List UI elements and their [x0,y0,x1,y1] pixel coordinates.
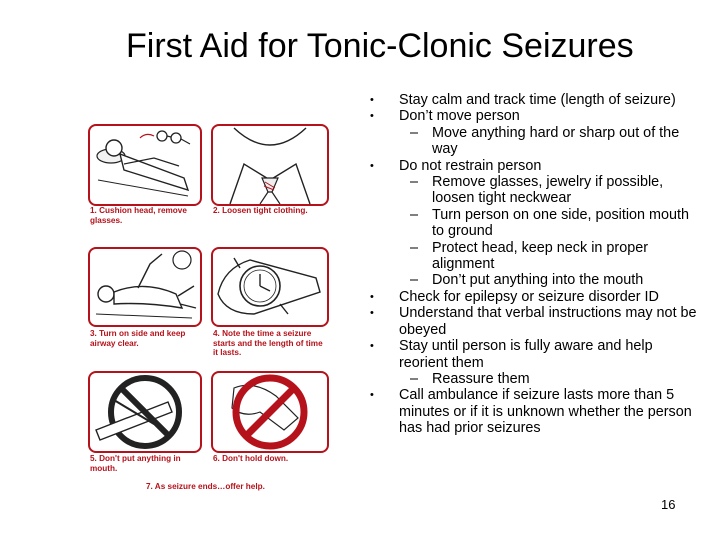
first-aid-illustration [84,118,334,498]
sub-bullet-item [370,272,700,288]
sub-bullet-item [370,174,700,207]
bullet-text: Call ambulance if seizure lasts more than 5 minutes or if it is unknown whether the person has had prior seizures [399,387,692,437]
dash-marker: – [410,206,419,223]
dash-marker: – [410,370,419,387]
bullet-item [370,338,700,371]
bullet-marker: • [370,110,374,123]
panel-caption-3: 3. Turn on side and keep airway clear. [90,329,186,348]
bullet-marker: • [370,94,374,106]
bullet-item [370,92,700,108]
sub-bullet-item [370,371,700,387]
bullet-marker: • [370,290,374,303]
first-aid-illustration-art [84,118,334,498]
bullet-item [370,158,700,174]
panel-caption-5: 5. Don't put anything in mouth. [90,454,181,473]
bullet-marker: • [370,389,374,402]
dash-marker: – [410,124,419,141]
bullet-text: Don’t put anything into the mouth [432,272,644,289]
page-number: 16 [661,497,676,512]
person-lying-with-pillow-icon [89,125,201,205]
dash-marker: – [410,174,419,191]
bullet-text: Protect head, keep neck in proper alignment [432,239,648,273]
no-object-in-mouth-icon [89,372,201,452]
bullet-marker: • [370,307,374,320]
sub-bullet-item [370,125,700,158]
panel-caption-7: 7. As seizure ends…offer help. [146,482,265,491]
bullet-text: Remove glasses, jewelry if possible, loosen tight neckwear [432,174,664,207]
panel-caption-2: 2. Loosen tight clothing. [213,206,308,215]
bullet-marker: • [370,340,374,353]
bullet-text: Understand that verbal instructions may not be obeyed [399,305,697,338]
wrist-watch-icon [212,248,328,326]
bullet-text: Reassure them [432,370,530,387]
sub-bullet-item [370,207,700,240]
bullet-text: Don’t move person [399,108,520,125]
bullet-item [370,289,700,305]
panel-caption-1: 1. Cushion head, remove glasses. [90,206,187,225]
panel-caption-6: 6. Don't hold down. [213,454,289,463]
dash-marker: – [410,239,419,256]
dash-marker: – [410,272,419,289]
bullet-marker: • [370,159,374,172]
panel-caption-4: 4. Note the time a seizure starts and the length of time it lasts. [213,329,323,357]
person-on-side-icon [89,248,201,326]
slide-title: First Aid for Tonic-Clonic Seizures [126,27,634,65]
bullet-text: Do not restrain person [399,157,542,174]
no-holding-down-icon [212,372,328,452]
bullet-text: Stay until person is fully aware and help reorient them [399,338,653,371]
loosened-collar-tie-icon [212,125,328,205]
bullet-text: Check for epilepsy or seizure disorder ID [399,288,659,305]
bullet-item [370,387,700,436]
bullet-text: Move anything hard or sharp out of the way [432,124,680,158]
bullet-text: Stay calm and track time (length of seizure) [399,92,676,108]
bullet-item [370,108,700,124]
bullet-list [370,92,700,437]
bullet-text: Turn person on one side, position mouth to ground [432,206,690,240]
bullet-item [370,305,700,338]
sub-bullet-item [370,240,700,273]
